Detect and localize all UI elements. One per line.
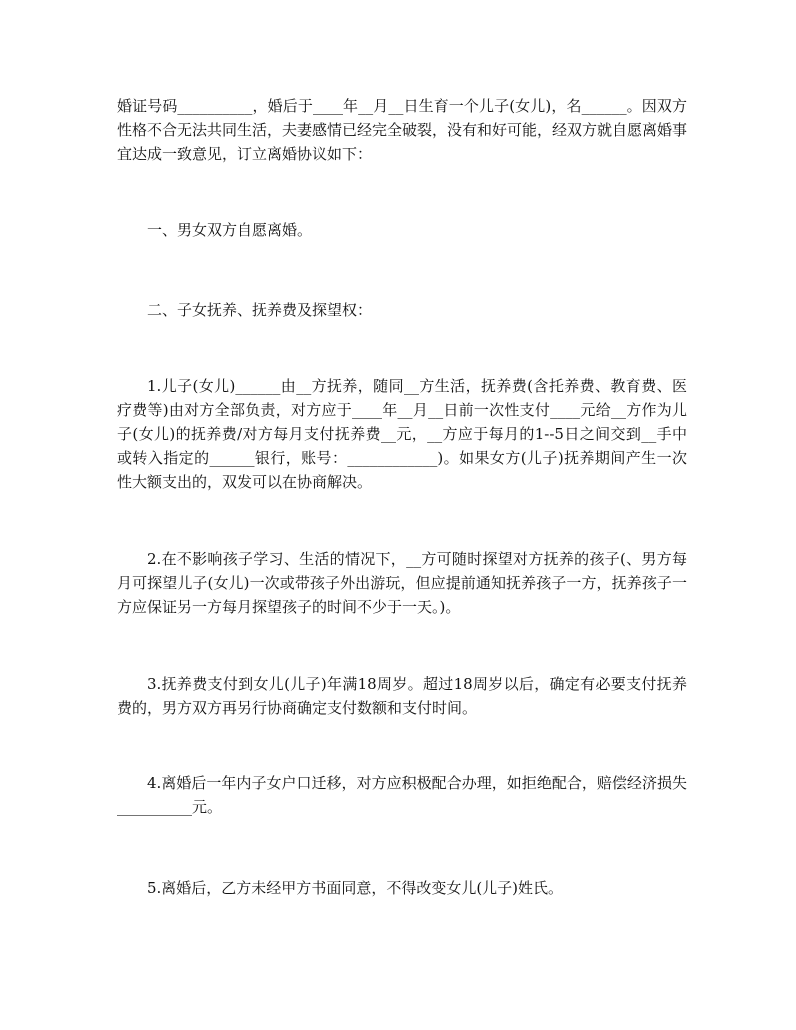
clause-paragraph-5: 5.离婚后，乙方未经甲方书面同意，不得改变女儿(儿子)姓氏。 — [147, 879, 564, 897]
section-heading-1: 一、男女双方自愿离婚。 — [147, 221, 313, 239]
clause-paragraph-1: 1.儿子(女儿)______由__方抚养，随同__方生活，抚养费(含托养费、教育费、医疗费等)由对方全部负责，对方应于____年__月__日前一次性支付____元给__方作为儿子(女儿)的抚养费/对方每月支付抚养费__元，__方应于每月的1--5日之间交到__手中或转入指定的______银行，账号：____________)。如果女方(儿子)抚养期间产生一次性大额支出的，双发可以在协商解决。 — [117, 377, 687, 491]
section-heading-2: 二、子女抚养、抚养费及探望权： — [147, 301, 373, 319]
clause-paragraph-3: 3.抚养费支付到女儿(儿子)年满18周岁。超过18周岁以后，确定有必要支付抚养费的，男方双方再另行协商确定支付数额和支付时间。 — [117, 675, 687, 717]
intro-paragraph: 婚证号码__________，婚后于____年__月__日生育一个儿子(女儿)，名______。因双方性格不合无法共同生活，夫妻感情已经完全破裂，没有和好可能，经双方就自愿离婚事宜达成一致意见，订立离婚协议如下： — [117, 97, 688, 163]
clause-paragraph-2: 2.在不影响孩子学习、生活的情况下，__方可随时探望对方抚养的孩子(、男方每月可探望儿子(女儿)一次或带孩子外出游玩，但应提前通知抚养孩子一方，抚养孩子一方应保证另一方每月探望孩子的时间不少于一天。)。 — [117, 550, 687, 616]
clause-paragraph-4: 4.离婚后一年内子女户口迁移，对方应积极配合办理，如拒绝配合，赔偿经济损失__________元。 — [117, 774, 687, 816]
